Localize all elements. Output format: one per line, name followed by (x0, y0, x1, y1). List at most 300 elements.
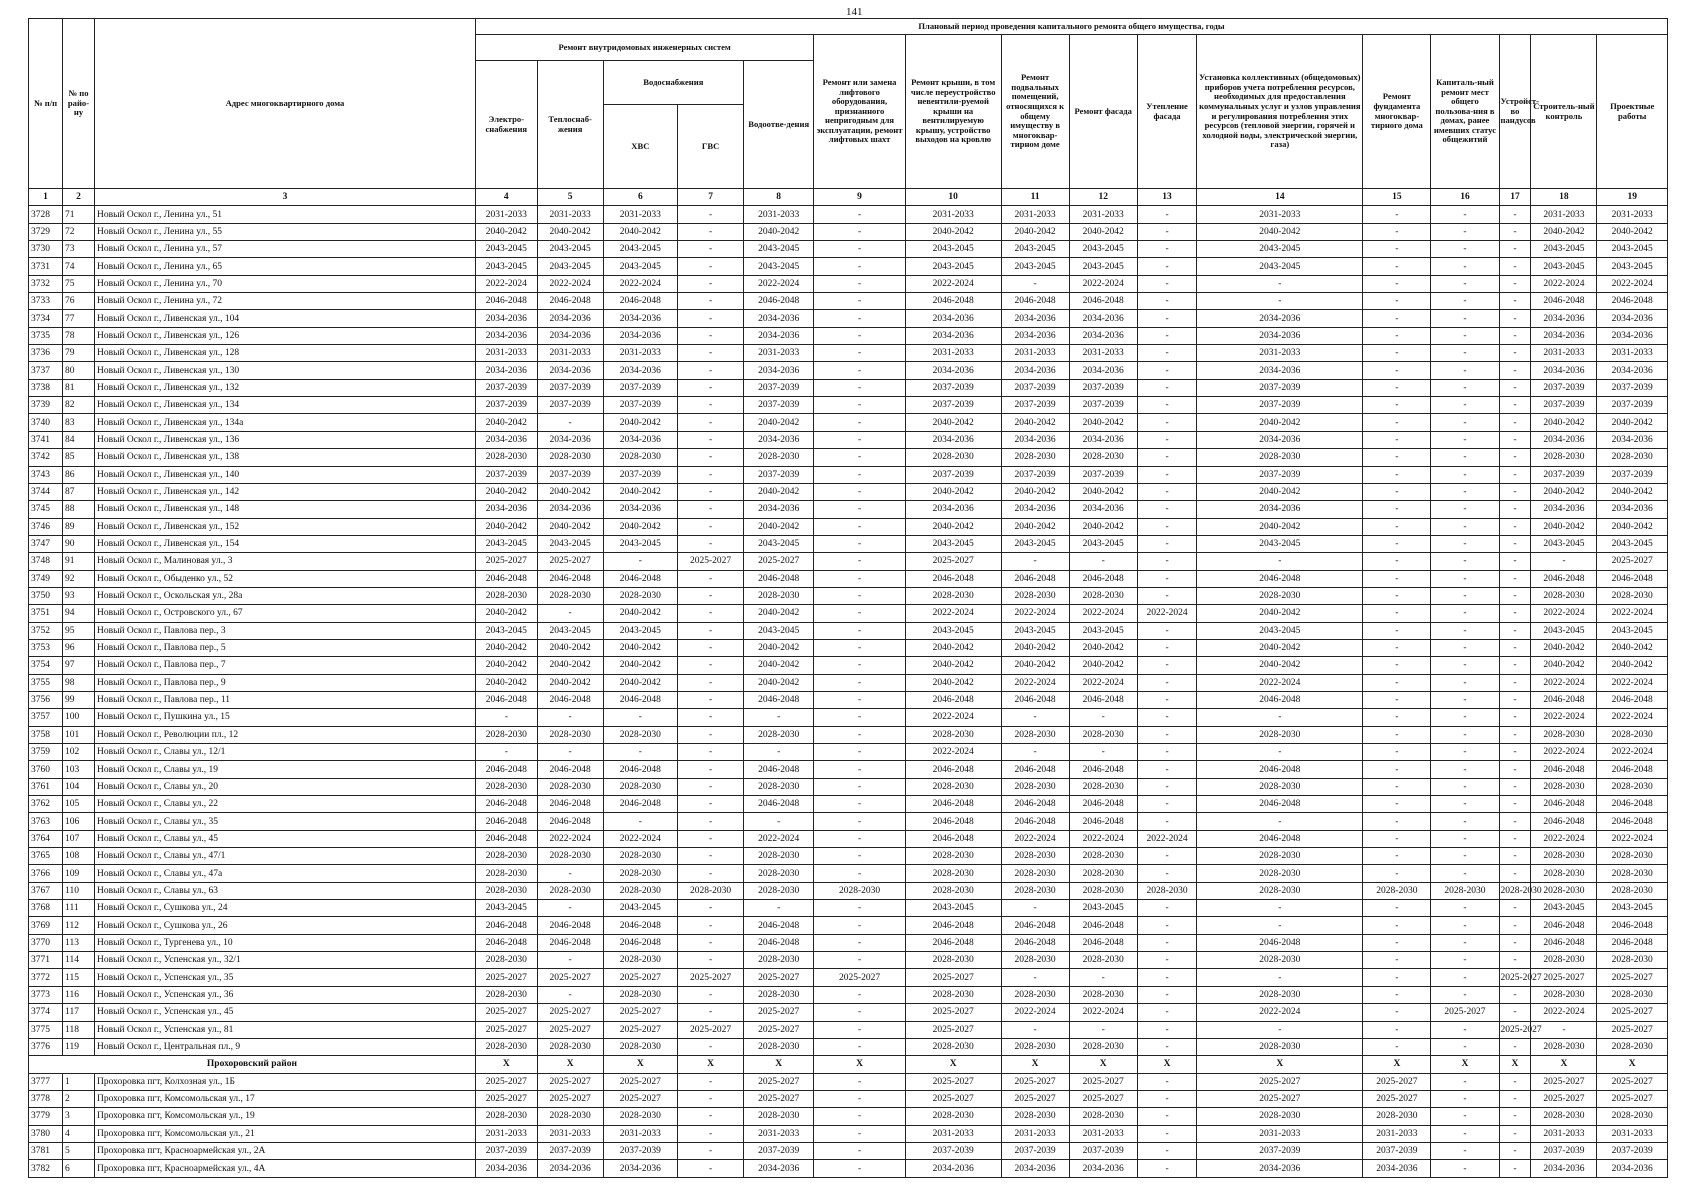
table-cell: 2034-2036 (1531, 362, 1597, 379)
table-cell: 2034-2036 (475, 327, 537, 344)
table-cell: 2034-2036 (537, 327, 603, 344)
table-cell: - (1499, 241, 1531, 258)
table-cell: 2028-2030 (744, 449, 814, 466)
table-row (29, 466, 1668, 483)
table-cell: 2037-2039 (1197, 466, 1363, 483)
table-cell: 2025-2027 (1001, 1073, 1069, 1090)
table-cell: - (814, 553, 906, 570)
table-cell: 2025-2027 (537, 1021, 603, 1038)
table-cell: - (814, 570, 906, 587)
table-cell: - (678, 622, 744, 639)
table-cell: - (1137, 1142, 1197, 1159)
table-cell: - (1431, 1090, 1499, 1107)
table-cell: 2028-2030 (603, 986, 677, 1003)
table-cell: - (1137, 1073, 1197, 1090)
row-number: 3756 (29, 691, 63, 708)
table-cell: 2028-2030 (678, 882, 744, 899)
table-cell: 2028-2030 (603, 778, 677, 795)
table-cell: 2025-2027 (1531, 1090, 1597, 1107)
table-cell: - (814, 466, 906, 483)
row-number: 3768 (29, 900, 63, 917)
table-cell: 2028-2030 (1001, 882, 1069, 899)
row-number: 3751 (29, 605, 63, 622)
table-row (29, 518, 1668, 535)
table-cell: - (1137, 778, 1197, 795)
table-row (29, 397, 1668, 414)
table-cell: 2028-2030 (1531, 986, 1597, 1003)
table-row (29, 657, 1668, 674)
table-cell: 2046-2048 (1069, 813, 1137, 830)
address-cell: Новый Оскол г., Ленина ул., 57 (94, 241, 475, 258)
table-cell: - (1137, 1160, 1197, 1178)
table-cell: 2046-2048 (1001, 796, 1069, 813)
table-cell: 2046-2048 (1531, 761, 1597, 778)
header-meters: Установка коллективных (общедомовых) приборов учета потребления ресурсов, необходимых для предоставления коммунальных услуг и узлов управления и регулирования потребления этих ресурсов (тепловой энергии, горячей и холодной воды, электрической энергии, газа) (1197, 35, 1363, 189)
district-mark: X (1499, 1056, 1531, 1073)
table-cell: - (1499, 726, 1531, 743)
table-cell: - (1137, 293, 1197, 310)
table-cell: 2040-2042 (1597, 639, 1668, 656)
district-row-number: 73 (63, 241, 95, 258)
table-cell: 2034-2036 (1597, 362, 1668, 379)
table-cell: - (1363, 952, 1431, 969)
table-cell: 2040-2042 (744, 483, 814, 500)
table-cell: 2031-2033 (744, 206, 814, 223)
table-cell: 2037-2039 (475, 379, 537, 396)
table-cell: 2046-2048 (744, 917, 814, 934)
table-cell: - (1001, 709, 1069, 726)
table-cell: 2025-2027 (1597, 1004, 1668, 1021)
table-cell: 2022-2024 (603, 830, 677, 847)
table-cell: 2040-2042 (1597, 483, 1668, 500)
table-cell: - (814, 691, 906, 708)
table-cell: - (814, 275, 906, 292)
table-cell: 2046-2048 (603, 917, 677, 934)
table-row (29, 501, 1668, 518)
table-cell: 2043-2045 (475, 258, 537, 275)
table-cell: 2034-2036 (537, 501, 603, 518)
table-cell: 2046-2048 (1197, 830, 1363, 847)
table-cell: - (1431, 761, 1499, 778)
table-cell: 2028-2030 (1597, 587, 1668, 604)
table-header (29, 19, 1668, 189)
table-cell: 2043-2045 (1531, 535, 1597, 552)
table-cell: - (1363, 796, 1431, 813)
row-number: 3739 (29, 397, 63, 414)
row-number: 3770 (29, 934, 63, 951)
table-cell: 2025-2027 (744, 1073, 814, 1090)
table-row (29, 258, 1668, 275)
table-cell: 2037-2039 (1069, 466, 1137, 483)
table-cell: - (1499, 639, 1531, 656)
table-row (29, 1073, 1668, 1090)
table-cell: - (1363, 865, 1431, 882)
table-cell: - (1137, 969, 1197, 986)
table-cell: - (744, 813, 814, 830)
address-cell: Новый Оскол г., Успенская ул., 36 (94, 986, 475, 1003)
district-row-number: 90 (63, 535, 95, 552)
table-cell: 2046-2048 (1001, 813, 1069, 830)
table-cell: - (814, 1021, 906, 1038)
table-cell: 2028-2030 (537, 449, 603, 466)
table-cell: - (678, 1160, 744, 1178)
table-cell: 2037-2039 (905, 379, 1001, 396)
table-cell: 2043-2045 (1197, 535, 1363, 552)
table-row (29, 605, 1668, 622)
table-cell: - (1431, 1108, 1499, 1125)
table-row (29, 449, 1668, 466)
table-cell: 2022-2024 (1001, 830, 1069, 847)
table-cell: 2046-2048 (603, 293, 677, 310)
table-cell: 2046-2048 (744, 570, 814, 587)
table-cell: - (744, 744, 814, 761)
table-cell: 2025-2027 (1431, 1004, 1499, 1021)
header-drainage: Водоотве-дения (744, 61, 814, 189)
table-cell: - (1137, 674, 1197, 691)
table-cell: 2040-2042 (475, 414, 537, 431)
table-cell: - (678, 258, 744, 275)
district-row-number: 103 (63, 761, 95, 778)
table-cell: 2028-2030 (1197, 449, 1363, 466)
table-cell: 2028-2030 (905, 882, 1001, 899)
table-cell: 2046-2048 (1531, 293, 1597, 310)
table-cell: - (1431, 518, 1499, 535)
row-number: 3767 (29, 882, 63, 899)
table-cell: 2043-2045 (1069, 622, 1137, 639)
table-row (29, 414, 1668, 431)
table-cell: 2040-2042 (1001, 639, 1069, 656)
table-cell: 2034-2036 (1197, 327, 1363, 344)
table-cell: - (603, 744, 677, 761)
table-cell: - (678, 639, 744, 656)
district-mark: X (1197, 1056, 1363, 1073)
table-cell: 2046-2048 (537, 761, 603, 778)
table-cell: - (1431, 674, 1499, 691)
row-number: 3753 (29, 639, 63, 656)
table-cell: - (744, 900, 814, 917)
table-cell: - (814, 674, 906, 691)
table-cell: 2046-2048 (603, 691, 677, 708)
address-cell: Новый Оскол г., Ленина ул., 72 (94, 293, 475, 310)
row-number: 3758 (29, 726, 63, 743)
district-row-number: 85 (63, 449, 95, 466)
district-mark: X (744, 1056, 814, 1073)
table-cell: 2037-2039 (1531, 397, 1597, 414)
table-cell: 2034-2036 (1531, 327, 1597, 344)
table-cell: 2025-2027 (1363, 1090, 1431, 1107)
table-cell: - (1499, 900, 1531, 917)
table-cell: 2040-2042 (603, 483, 677, 500)
table-row (29, 796, 1668, 813)
table-cell: - (678, 674, 744, 691)
header-foundation: Ремонт фундамента многоквар-тирного дома (1363, 35, 1431, 189)
row-number: 3730 (29, 241, 63, 258)
table-cell: 2025-2027 (744, 553, 814, 570)
table-cell: 2028-2030 (1001, 986, 1069, 1003)
table-cell: 2031-2033 (603, 206, 677, 223)
table-row (29, 1021, 1668, 1038)
table-cell: - (1363, 570, 1431, 587)
table-cell: 2040-2042 (1001, 657, 1069, 674)
table-cell: 2028-2030 (603, 952, 677, 969)
table-cell: 2028-2030 (537, 1108, 603, 1125)
table-cell: - (1363, 553, 1431, 570)
row-number: 3759 (29, 744, 63, 761)
table-cell: 2025-2027 (905, 969, 1001, 986)
table-cell: 2040-2042 (1001, 483, 1069, 500)
table-cell: 2034-2036 (1531, 501, 1597, 518)
table-cell: - (1001, 969, 1069, 986)
table-cell: - (1363, 761, 1431, 778)
table-cell: 2046-2048 (1197, 691, 1363, 708)
table-cell: 2025-2027 (678, 553, 744, 570)
table-cell: - (678, 535, 744, 552)
table-cell: 2040-2042 (537, 639, 603, 656)
district-row-number: 2 (63, 1090, 95, 1107)
row-number: 3729 (29, 223, 63, 240)
table-cell: 2028-2030 (744, 986, 814, 1003)
table-cell: - (1137, 726, 1197, 743)
table-row (29, 379, 1668, 396)
table-cell: 2028-2030 (1069, 952, 1137, 969)
table-cell: 2028-2030 (603, 865, 677, 882)
table-cell: 2040-2042 (1069, 483, 1137, 500)
address-cell: Новый Оскол г., Обыденко ул., 52 (94, 570, 475, 587)
table-cell: - (1197, 917, 1363, 934)
table-cell: - (814, 900, 906, 917)
table-cell: - (1363, 986, 1431, 1003)
table-cell: - (1137, 1125, 1197, 1142)
table-cell: 2043-2045 (1069, 258, 1137, 275)
table-cell: - (1499, 1073, 1531, 1090)
table-cell: 2022-2024 (905, 709, 1001, 726)
table-cell: - (1431, 848, 1499, 865)
table-cell: 2034-2036 (1531, 310, 1597, 327)
table-cell: - (1001, 1021, 1069, 1038)
table-cell: - (678, 900, 744, 917)
header-facade: Ремонт фасада (1069, 35, 1137, 189)
table-cell: 2031-2033 (744, 345, 814, 362)
row-number: 3760 (29, 761, 63, 778)
table-cell: 2028-2030 (1597, 848, 1668, 865)
table-cell: 2025-2027 (475, 1021, 537, 1038)
table-cell: 2040-2042 (1597, 414, 1668, 431)
table-cell: 2034-2036 (905, 327, 1001, 344)
table-cell: - (814, 483, 906, 500)
table-cell: 2040-2042 (603, 674, 677, 691)
table-cell: 2034-2036 (1001, 327, 1069, 344)
header-basement: Ремонт подвальных помещений, относящихся к общему имуществу в многоквар-тирном доме (1001, 35, 1069, 189)
table-cell: 2022-2024 (1197, 674, 1363, 691)
table-cell: - (1363, 1038, 1431, 1055)
header-elevator: Ремонт или замена лифтового оборудования, признанного непригодным для эксплуатации, ремонт лифтовых шахт (814, 35, 906, 189)
column-number: 10 (905, 189, 1001, 206)
table-cell: - (678, 518, 744, 535)
address-cell: Новый Оскол г., Успенская ул., 35 (94, 969, 475, 986)
row-number: 3780 (29, 1125, 63, 1142)
table-cell: 2028-2030 (905, 587, 1001, 604)
table-cell: - (1363, 449, 1431, 466)
district-row-number: 92 (63, 570, 95, 587)
table-cell: 2043-2045 (603, 900, 677, 917)
table-cell: - (1137, 813, 1197, 830)
table-cell: - (1499, 518, 1531, 535)
table-cell: 2046-2048 (1597, 691, 1668, 708)
address-cell: Новый Оскол г., Ливенская ул., 134а (94, 414, 475, 431)
table-cell: - (814, 934, 906, 951)
table-cell: - (1499, 778, 1531, 795)
table-cell: 2046-2048 (905, 691, 1001, 708)
table-cell: 2031-2033 (1197, 206, 1363, 223)
table-cell: 2046-2048 (744, 761, 814, 778)
table-cell: 2037-2039 (1531, 379, 1597, 396)
table-cell: 2031-2033 (1069, 345, 1137, 362)
table-cell: 2037-2039 (1597, 397, 1668, 414)
table-cell: - (537, 986, 603, 1003)
table-cell: 2025-2027 (1197, 1090, 1363, 1107)
table-row (29, 310, 1668, 327)
address-cell: Новый Оскол г., Оскольская ул., 28а (94, 587, 475, 604)
table-cell: 2040-2042 (1531, 223, 1597, 240)
table-cell: - (814, 431, 906, 448)
table-cell: - (1499, 414, 1531, 431)
table-cell: 2028-2030 (744, 726, 814, 743)
address-cell: Новый Оскол г., Ленина ул., 65 (94, 258, 475, 275)
table-cell: 2025-2027 (744, 1021, 814, 1038)
row-number: 3737 (29, 362, 63, 379)
table-cell: 2025-2027 (1197, 1073, 1363, 1090)
table-cell: 2028-2030 (1001, 778, 1069, 795)
district-row-number: 118 (63, 1021, 95, 1038)
table-cell: 2034-2036 (475, 362, 537, 379)
table-cell: 2034-2036 (475, 310, 537, 327)
table-cell: 2037-2039 (603, 1142, 677, 1159)
table-cell: 2043-2045 (475, 535, 537, 552)
column-number: 16 (1431, 189, 1499, 206)
table-cell: - (1431, 1038, 1499, 1055)
table-cell: 2025-2027 (905, 1073, 1001, 1090)
table-cell: - (814, 587, 906, 604)
table-cell: 2031-2033 (1597, 345, 1668, 362)
row-number: 3745 (29, 501, 63, 518)
table-cell: 2040-2042 (1597, 518, 1668, 535)
table-cell: 2028-2030 (1197, 952, 1363, 969)
district-mark: X (537, 1056, 603, 1073)
table-cell: - (678, 570, 744, 587)
header-district-no: № по райо-ну (63, 19, 95, 189)
table-cell: 2028-2030 (537, 882, 603, 899)
table-cell: - (1499, 310, 1531, 327)
table-cell: 2031-2033 (537, 206, 603, 223)
table-cell: 2028-2030 (1531, 587, 1597, 604)
table-cell: 2043-2045 (475, 241, 537, 258)
table-cell: - (678, 726, 744, 743)
table-cell: 2046-2048 (475, 691, 537, 708)
table-cell: 2040-2042 (1069, 414, 1137, 431)
table-cell: 2031-2033 (1531, 345, 1597, 362)
table-cell: 2025-2027 (905, 1090, 1001, 1107)
table-cell: - (1137, 466, 1197, 483)
table-row (29, 778, 1668, 795)
table-cell: - (1431, 501, 1499, 518)
table-cell: - (678, 830, 744, 847)
table-cell: 2022-2024 (1531, 1004, 1597, 1021)
district-mark: X (1431, 1056, 1499, 1073)
table-cell: - (814, 414, 906, 431)
table-cell: - (1137, 1090, 1197, 1107)
table-cell: - (1001, 553, 1069, 570)
table-cell: 2046-2048 (1069, 934, 1137, 951)
address-cell: Новый Оскол г., Славы ул., 22 (94, 796, 475, 813)
district-row-number: 110 (63, 882, 95, 899)
table-cell: - (1499, 709, 1531, 726)
table-cell: 2043-2045 (603, 535, 677, 552)
table-row (29, 1090, 1668, 1107)
table-cell: 2028-2030 (1531, 952, 1597, 969)
table-cell: - (678, 865, 744, 882)
table-cell: 2028-2030 (1531, 449, 1597, 466)
table-cell: - (814, 709, 906, 726)
table-cell: 2037-2039 (905, 1142, 1001, 1159)
row-number: 3741 (29, 431, 63, 448)
row-number: 3776 (29, 1038, 63, 1055)
table-cell: 2040-2042 (537, 518, 603, 535)
table-cell: 2025-2027 (475, 1073, 537, 1090)
table-cell: - (1137, 1038, 1197, 1055)
address-cell: Новый Оскол г., Павлова пер., 11 (94, 691, 475, 708)
table-cell: - (1363, 327, 1431, 344)
district-row-number: 81 (63, 379, 95, 396)
table-cell: 2046-2048 (1069, 917, 1137, 934)
row-number: 3777 (29, 1073, 63, 1090)
district-row-number: 91 (63, 553, 95, 570)
table-cell: 2025-2027 (603, 1073, 677, 1090)
table-cell: 2043-2045 (1197, 622, 1363, 639)
table-cell: - (1499, 293, 1531, 310)
district-name: Прохоровский район (29, 1056, 476, 1073)
table-cell: - (1137, 553, 1197, 570)
table-cell: 2040-2042 (744, 518, 814, 535)
table-cell: - (1137, 570, 1197, 587)
table-cell: 2028-2030 (1069, 1038, 1137, 1055)
table-cell: 2040-2042 (1531, 518, 1597, 535)
table-cell: 2037-2039 (603, 466, 677, 483)
column-number: 15 (1363, 189, 1431, 206)
table-cell: - (1431, 691, 1499, 708)
table-cell: - (1363, 917, 1431, 934)
table-cell: 2025-2027 (537, 1004, 603, 1021)
table-cell: 2040-2042 (744, 639, 814, 656)
table-cell: 2028-2030 (1069, 778, 1137, 795)
table-cell: 2034-2036 (603, 362, 677, 379)
header-design: Проектные работы (1597, 35, 1668, 189)
table-cell: 2040-2042 (475, 639, 537, 656)
address-cell: Новый Оскол г., Павлова пер., 3 (94, 622, 475, 639)
table-cell: 2034-2036 (1069, 1160, 1137, 1178)
district-mark: X (1069, 1056, 1137, 1073)
column-numbers-row (29, 189, 1668, 206)
table-cell: - (1137, 848, 1197, 865)
table-cell: - (678, 744, 744, 761)
table-cell: - (1137, 535, 1197, 552)
table-cell: - (1431, 726, 1499, 743)
table-cell: - (678, 466, 744, 483)
table-cell: - (1499, 1090, 1531, 1107)
table-cell: 2022-2024 (1069, 605, 1137, 622)
table-cell: - (1499, 796, 1531, 813)
table-cell: - (1363, 241, 1431, 258)
table-cell: 2034-2036 (1197, 431, 1363, 448)
